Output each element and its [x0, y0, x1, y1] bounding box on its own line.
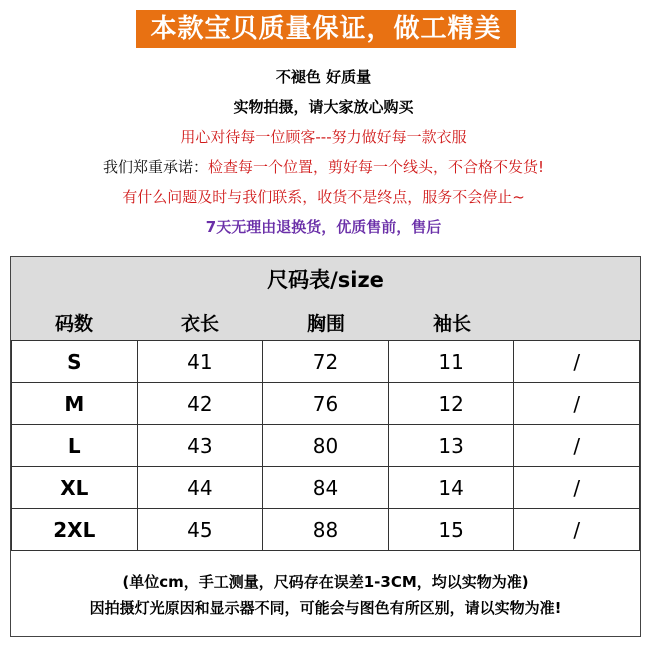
extra-cell: /	[514, 383, 640, 425]
size-cell: XL	[12, 467, 138, 509]
col-header-sleeve: 袖长	[432, 313, 471, 335]
sleeve-cell: 12	[388, 383, 514, 425]
size-chart-title: 尺码表/size	[267, 268, 384, 292]
promise-text: 检查每一个位置，剪好每一个线头，不合格不发货!	[208, 158, 545, 176]
chest-cell: 80	[263, 425, 389, 467]
col-header-chest: 胸围	[306, 313, 345, 335]
promo-line-4	[0, 156, 647, 177]
size-cell: 2XL	[12, 509, 138, 551]
chest-cell: 88	[263, 509, 389, 551]
length-cell: 44	[137, 467, 263, 509]
size-cell: M	[12, 383, 138, 425]
size-chart-header	[11, 257, 640, 340]
chest-cell: 76	[263, 383, 389, 425]
chest-cell: 84	[263, 467, 389, 509]
table-row	[12, 509, 640, 551]
table-row	[12, 341, 640, 383]
promo-line-3: 用心对待每一位顾客---努力做好每一款衣服	[180, 128, 467, 146]
promo-line-2: 实物拍摄，请大家放心购买	[233, 98, 414, 116]
length-cell: 43	[137, 425, 263, 467]
col-header-length: 衣长	[180, 313, 219, 335]
promo-line-6: 7天无理由退换货，优质售前，售后	[205, 218, 442, 236]
length-cell: 42	[137, 383, 263, 425]
table-row	[12, 467, 640, 509]
length-cell: 45	[137, 509, 263, 551]
extra-cell: /	[514, 425, 640, 467]
sleeve-cell: 14	[388, 467, 514, 509]
size-chart	[10, 256, 641, 637]
extra-cell: /	[514, 341, 640, 383]
promo-line-1: 不褪色 好质量	[275, 68, 372, 86]
size-table	[11, 340, 640, 551]
table-row	[12, 425, 640, 467]
extra-cell: /	[514, 509, 640, 551]
table-row	[12, 383, 640, 425]
measurement-note: (单位cm，手工测量，尺码存在误差1-3CM，均以实物为准)	[122, 573, 529, 591]
size-cell: L	[12, 425, 138, 467]
chest-cell: 72	[263, 341, 389, 383]
sleeve-cell: 11	[388, 341, 514, 383]
length-cell: 41	[137, 341, 263, 383]
extra-cell: /	[514, 467, 640, 509]
promo-line-5: 有什么问题及时与我们联系，收货不是终点，服务不会停止~	[122, 188, 525, 206]
size-cell: S	[12, 341, 138, 383]
col-header-size: 码数	[54, 313, 93, 335]
quality-banner: 本款宝贝质量保证，做工精美	[136, 10, 516, 48]
sleeve-cell: 15	[388, 509, 514, 551]
promise-prefix: 我们郑重承诺：	[102, 158, 208, 176]
sleeve-cell: 13	[388, 425, 514, 467]
color-note: 因拍摄灯光原因和显示器不同，可能会与图色有所区别，请以实物为准!	[89, 599, 562, 617]
